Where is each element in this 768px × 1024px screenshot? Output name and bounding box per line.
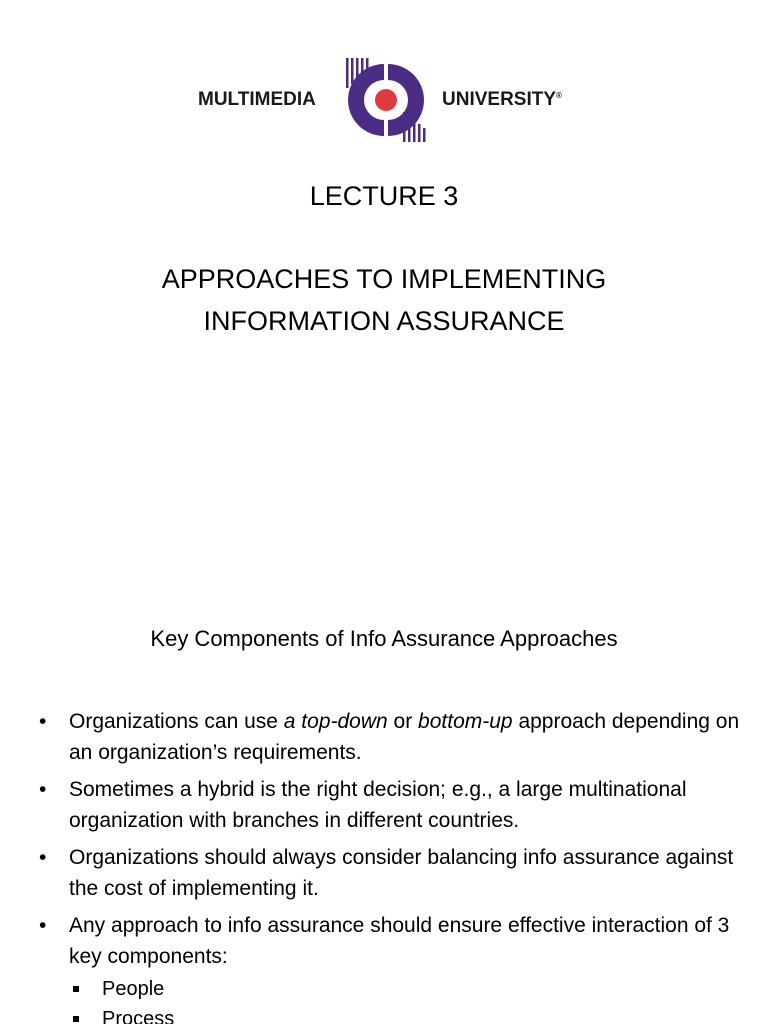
lecture-title [0,258,768,342]
bullet-text-part: approach depending on an organization’s requirements. [69,710,740,764]
bullet-text: Sometimes a hybrid is the right decision; e.g., a large multinational organization with branches in different countries. [69,778,687,832]
bullet-icon: • [39,710,47,733]
registered-mark: ® [556,91,562,100]
lecture-title-line-2: INFORMATION ASSURANCE [203,306,565,336]
sub-bullet-text: People [102,978,165,1000]
sub-bullet-process [69,1004,748,1024]
bullet-text: Organizations should always consider balancing info assurance against the cost of implementing it. [69,846,734,900]
lecture-number: LECTURE 3 [309,181,459,211]
bullet-text: Any approach to info assurance should ensure effective interaction of 3 key components: [69,914,730,968]
lecture-title-line-1: APPROACHES TO IMPLEMENTING [161,264,607,294]
bullet-item-2 [38,774,748,836]
bullet-text-part: Organizations can use [69,710,284,733]
sub-bullet-list [69,974,748,1024]
multimedia-university-emblem-icon [344,58,428,142]
sub-bullet-text: Process [102,1008,175,1024]
bullet-italic-bottom-up: bottom-up [418,710,513,733]
bullet-icon: • [39,846,47,869]
logo-word-university [442,89,562,111]
bullet-text-part: or [387,710,419,733]
bullet-icon: • [39,778,47,801]
slide-heading: Key Components of Info Assurance Approaches [150,626,618,651]
bullet-icon: • [39,914,47,937]
bullet-item-4 [38,910,748,1024]
bullet-list [38,706,748,1024]
logo-word-multimedia: MULTIMEDIA [198,89,316,110]
logo-word-university-text: UNIVERSITY [442,89,557,110]
university-logo [0,58,768,148]
content-slide [0,560,768,1024]
square-bullet-icon [73,986,79,992]
bullet-italic-top-down: a top-down [283,710,388,733]
sub-bullet-people [69,974,748,1004]
bullet-item-1 [38,706,748,768]
bullet-item-3 [38,842,748,904]
square-bullet-icon [73,1016,79,1022]
